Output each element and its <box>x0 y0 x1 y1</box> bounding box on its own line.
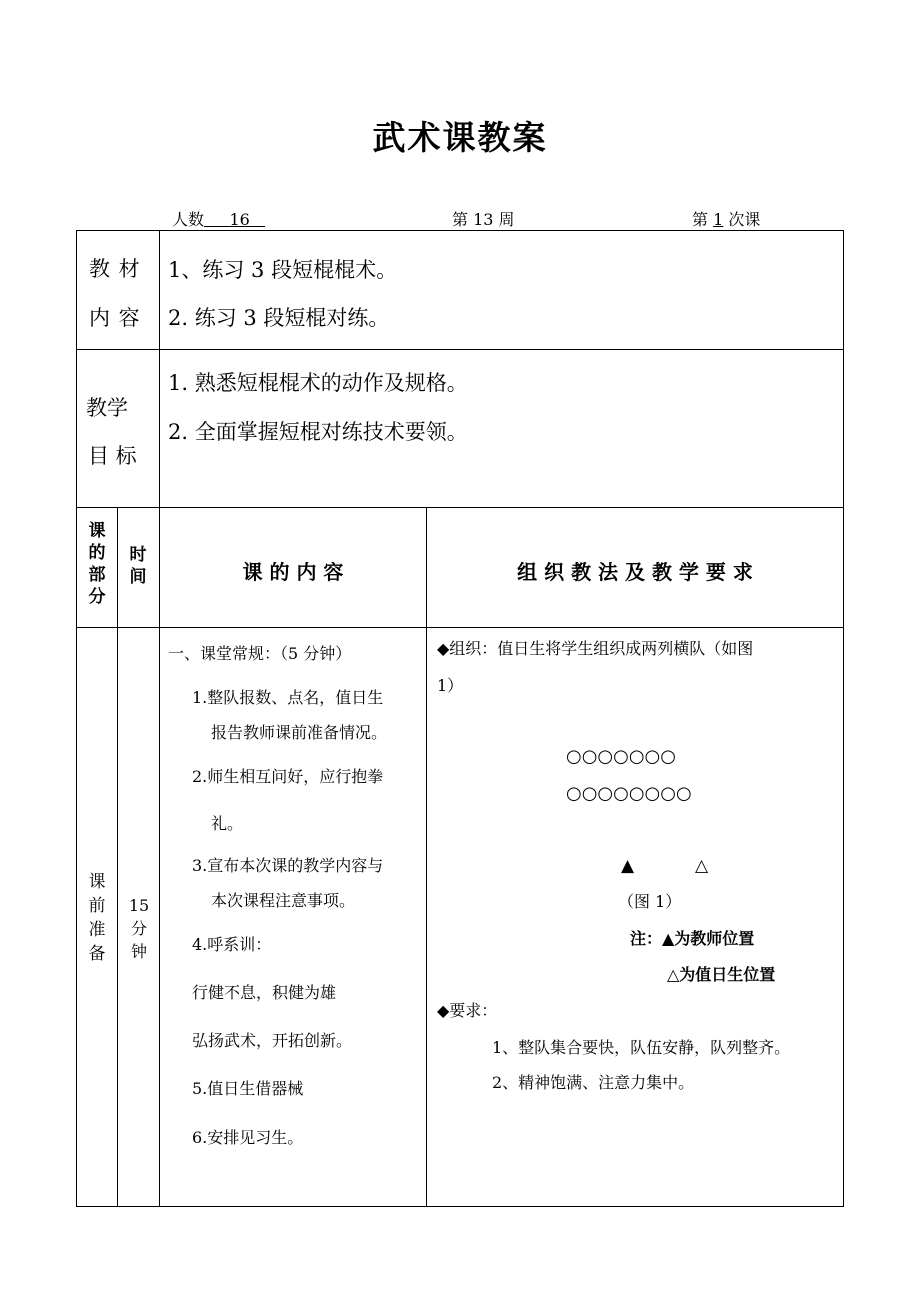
table-border-top <box>76 230 844 231</box>
week-number: 第 13 周 <box>452 210 515 229</box>
objective-item: 2. 全面掌握短棍对练技术要领。 <box>168 420 468 444</box>
content-item: 4.呼系训： <box>192 935 272 954</box>
table-border-right <box>843 230 844 1207</box>
formation-row-1: ○○○○○○○ <box>566 746 676 767</box>
col-divider-label <box>159 230 160 1207</box>
people-count <box>172 207 265 230</box>
method-organization: ◆组织：值日生将学生组织成两列横队（如图 <box>437 639 754 658</box>
content-motto: 行健不息，积健为雄 <box>192 983 337 1002</box>
content-heading: 一、课堂常规：（5 分钟） <box>168 644 352 663</box>
header-content: 课 的 内 容 <box>242 560 344 584</box>
material-label-1: 教 材 <box>89 257 141 281</box>
objectives-label-2: 目 标 <box>88 444 137 468</box>
teacher-position-icon: ▲ <box>621 856 635 876</box>
content-item: 礼。 <box>211 814 244 833</box>
material-label-2: 内 容 <box>89 306 141 330</box>
content-item: 2.师生相互问好，应行抱拳 <box>192 767 384 786</box>
header-method: 组 织 教 法 及 教 学 要 求 <box>517 560 753 584</box>
table-border-bottom <box>76 1206 844 1207</box>
row-divider-3 <box>76 627 844 628</box>
method-organization-cont: 1） <box>437 676 464 695</box>
page-title: 武术课教案 <box>372 118 548 157</box>
row-divider-2 <box>76 507 844 508</box>
people-value: 16 <box>229 210 250 229</box>
method-requirements: ◆要求： <box>437 1001 498 1020</box>
table-border-left <box>76 230 77 1207</box>
legend-student: △为值日生位置 <box>667 965 776 984</box>
objective-item: 1. 熟悉短棍棍术的动作及规格。 <box>168 371 468 395</box>
content-motto: 弘扬武术，开拓创新。 <box>192 1031 353 1050</box>
lesson-value: 1 <box>713 210 724 229</box>
col-divider-content <box>426 507 427 1207</box>
section-part: 课前准备 <box>88 872 106 964</box>
student-position-icon: △ <box>695 856 709 876</box>
figure-caption: （图 1） <box>618 892 682 911</box>
material-item: 1、练习 3 段短棍棍术。 <box>168 258 398 282</box>
material-item: 2. 练习 3 段短棍对练。 <box>168 306 390 330</box>
requirement-item: 1、整队集合要快，队伍安静，队列整齐。 <box>492 1038 791 1057</box>
header-time: 时间 <box>129 545 147 587</box>
content-item: 报告教师课前准备情况。 <box>211 723 388 742</box>
legend-teacher: 注：▲为教师位置 <box>630 929 755 948</box>
header-part: 课的部分 <box>88 521 106 607</box>
objectives-label-1: 教学 <box>86 396 128 420</box>
requirement-item: 2、精神饱满、注意力集中。 <box>492 1073 695 1092</box>
formation-row-2: ○○○○○○○○ <box>566 783 692 804</box>
people-label: 人数 <box>172 210 205 229</box>
content-item: 3.宣布本次课的教学内容与 <box>192 856 384 875</box>
col-divider-part <box>117 507 118 1207</box>
row-divider-1 <box>76 349 844 350</box>
section-time: 15 分钟 <box>128 896 150 961</box>
content-item: 6.安排见习生。 <box>192 1128 304 1147</box>
content-item: 5.值日生借器械 <box>192 1079 304 1098</box>
content-item: 1.整队报数、点名，值日生 <box>192 688 384 707</box>
content-item: 本次课程注意事项。 <box>211 891 356 910</box>
lesson-number: 第 1 次课 <box>692 210 761 229</box>
